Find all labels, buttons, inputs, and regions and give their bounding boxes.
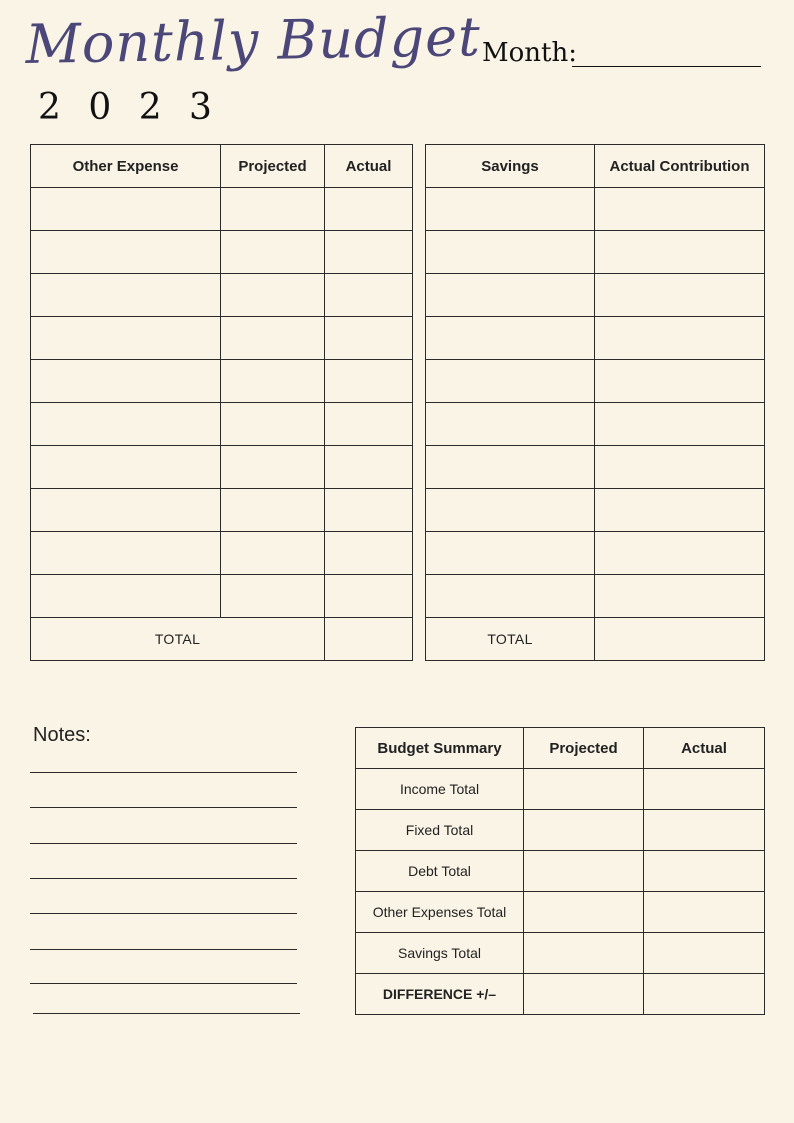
table-row — [426, 532, 765, 575]
expense-projected-cell[interactable] — [221, 575, 325, 618]
expense-projected-cell[interactable] — [221, 231, 325, 274]
table-row — [426, 188, 765, 231]
savings-name-cell[interactable] — [426, 317, 595, 360]
savings-contribution-cell[interactable] — [595, 532, 765, 575]
expense-projected-cell[interactable] — [221, 489, 325, 532]
table-row — [31, 274, 413, 317]
month-label: Month: — [482, 38, 577, 68]
expense-actual-cell[interactable] — [325, 575, 413, 618]
note-line[interactable] — [30, 807, 297, 808]
note-line[interactable] — [30, 913, 297, 914]
table-row — [356, 892, 765, 933]
summary-row-label: Fixed Total — [356, 810, 524, 851]
total-label: TOTAL — [31, 618, 325, 661]
header-actual: Actual — [325, 145, 413, 188]
header-budget-summary: Budget Summary — [356, 728, 524, 769]
expense-actual-cell[interactable] — [325, 317, 413, 360]
summary-actual-cell[interactable] — [644, 974, 765, 1015]
table-row — [426, 317, 765, 360]
table-row — [426, 575, 765, 618]
summary-actual-cell[interactable] — [644, 933, 765, 974]
expense-name-cell[interactable] — [31, 446, 221, 489]
table-row — [426, 360, 765, 403]
table-row — [31, 532, 413, 575]
summary-actual-cell[interactable] — [644, 810, 765, 851]
table-row — [31, 317, 413, 360]
table-row — [356, 851, 765, 892]
savings-contribution-cell[interactable] — [595, 489, 765, 532]
expense-projected-cell[interactable] — [221, 532, 325, 575]
summary-projected-cell[interactable] — [524, 974, 644, 1015]
savings-contribution-cell[interactable] — [595, 575, 765, 618]
header-savings: Savings — [426, 145, 595, 188]
expense-name-cell[interactable] — [31, 317, 221, 360]
header-actual-contribution: Actual Contribution — [595, 145, 765, 188]
savings-name-cell[interactable] — [426, 231, 595, 274]
total-label: TOTAL — [426, 618, 595, 661]
expense-projected-cell[interactable] — [221, 360, 325, 403]
note-line[interactable] — [33, 1013, 300, 1014]
table-row — [426, 489, 765, 532]
savings-contribution-cell[interactable] — [595, 274, 765, 317]
header-projected: Projected — [524, 728, 644, 769]
table-row — [31, 231, 413, 274]
summary-actual-cell[interactable] — [644, 892, 765, 933]
expense-name-cell[interactable] — [31, 489, 221, 532]
table-row — [356, 810, 765, 851]
expense-projected-cell[interactable] — [221, 403, 325, 446]
other-expense-table — [30, 144, 413, 661]
expense-name-cell[interactable] — [31, 403, 221, 446]
summary-projected-cell[interactable] — [524, 933, 644, 974]
header-actual: Actual — [644, 728, 765, 769]
table-row — [356, 974, 765, 1015]
savings-name-cell[interactable] — [426, 188, 595, 231]
table-row — [31, 446, 413, 489]
table-row — [426, 231, 765, 274]
summary-actual-cell[interactable] — [644, 769, 765, 810]
savings-table — [425, 144, 765, 661]
table-row — [31, 403, 413, 446]
savings-name-cell[interactable] — [426, 360, 595, 403]
expense-actual-cell[interactable] — [325, 403, 413, 446]
table-header-row — [31, 145, 413, 188]
expense-actual-cell[interactable] — [325, 231, 413, 274]
table-header-row — [426, 145, 765, 188]
summary-projected-cell[interactable] — [524, 851, 644, 892]
notes-label: Notes: — [33, 724, 91, 746]
expense-name-cell[interactable] — [31, 532, 221, 575]
savings-contribution-cell[interactable] — [595, 446, 765, 489]
expense-projected-cell[interactable] — [221, 446, 325, 489]
expense-actual-cell[interactable] — [325, 489, 413, 532]
expense-projected-cell[interactable] — [221, 317, 325, 360]
expense-name-cell[interactable] — [31, 274, 221, 317]
total-actual-cell[interactable] — [325, 618, 413, 661]
summary-row-label: Income Total — [356, 769, 524, 810]
savings-name-cell[interactable] — [426, 532, 595, 575]
note-line[interactable] — [30, 983, 297, 984]
summary-projected-cell[interactable] — [524, 892, 644, 933]
table-row — [31, 360, 413, 403]
header-other-expense: Other Expense — [31, 145, 221, 188]
summary-row-label: Savings Total — [356, 933, 524, 974]
savings-name-cell[interactable] — [426, 274, 595, 317]
total-contribution-cell[interactable] — [595, 618, 765, 661]
table-row — [31, 188, 413, 231]
summary-projected-cell[interactable] — [524, 769, 644, 810]
budget-summary-table — [355, 727, 765, 1015]
expense-name-cell[interactable] — [31, 231, 221, 274]
table-row — [31, 575, 413, 618]
page-title: Monthly Budget — [24, 5, 482, 76]
table-row — [426, 274, 765, 317]
expense-name-cell[interactable] — [31, 360, 221, 403]
summary-actual-cell[interactable] — [644, 851, 765, 892]
summary-row-label: Other Expenses Total — [356, 892, 524, 933]
note-line[interactable] — [30, 878, 297, 879]
summary-row-label: Debt Total — [356, 851, 524, 892]
summary-row-label: DIFFERENCE +/– — [356, 974, 524, 1015]
summary-projected-cell[interactable] — [524, 810, 644, 851]
expense-projected-cell[interactable] — [221, 188, 325, 231]
header-projected: Projected — [221, 145, 325, 188]
year-label: 2 0 2 3 — [38, 87, 220, 128]
table-row — [356, 769, 765, 810]
note-line[interactable] — [30, 843, 297, 844]
savings-name-cell[interactable] — [426, 403, 595, 446]
savings-name-cell[interactable] — [426, 575, 595, 618]
table-row — [426, 446, 765, 489]
savings-name-cell[interactable] — [426, 446, 595, 489]
expense-projected-cell[interactable] — [221, 274, 325, 317]
expense-actual-cell[interactable] — [325, 188, 413, 231]
note-line[interactable] — [30, 949, 297, 950]
month-input-line[interactable] — [572, 66, 761, 67]
total-row — [31, 618, 413, 661]
expense-actual-cell[interactable] — [325, 446, 413, 489]
table-row — [31, 489, 413, 532]
savings-name-cell[interactable] — [426, 489, 595, 532]
expense-name-cell[interactable] — [31, 575, 221, 618]
note-line[interactable] — [30, 772, 297, 773]
expense-actual-cell[interactable] — [325, 532, 413, 575]
total-row — [426, 618, 765, 661]
table-row — [426, 403, 765, 446]
expense-actual-cell[interactable] — [325, 274, 413, 317]
expense-name-cell[interactable] — [31, 188, 221, 231]
savings-contribution-cell[interactable] — [595, 317, 765, 360]
savings-contribution-cell[interactable] — [595, 188, 765, 231]
table-header-row — [356, 728, 765, 769]
savings-contribution-cell[interactable] — [595, 403, 765, 446]
table-row — [356, 933, 765, 974]
savings-contribution-cell[interactable] — [595, 231, 765, 274]
expense-actual-cell[interactable] — [325, 360, 413, 403]
savings-contribution-cell[interactable] — [595, 360, 765, 403]
